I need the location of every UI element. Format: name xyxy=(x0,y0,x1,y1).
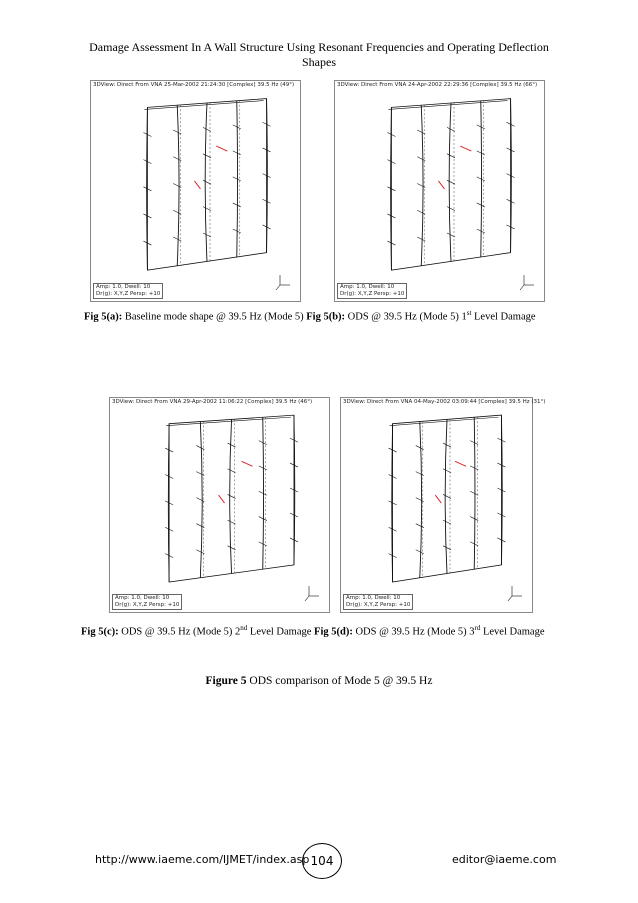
damage-marker xyxy=(455,461,466,466)
wall-structure-diagram xyxy=(335,81,544,301)
wall-frame xyxy=(169,415,294,582)
panel-5b xyxy=(334,80,545,302)
damage-marker xyxy=(219,495,225,503)
caption-a-text: Baseline mode shape @ 39.5 Hz (Mode 5) xyxy=(122,311,307,323)
caption-b-text: ODS @ 39.5 Hz (Mode 5) 1 xyxy=(345,311,467,323)
stat-amp: Amp: 1.0, Dwell: 10 xyxy=(115,595,170,601)
panel-5d xyxy=(340,397,546,613)
axis-z xyxy=(276,285,280,290)
caption-b-label: Fig 5(b): xyxy=(306,311,346,323)
header-line-1: Damage Assessment In A Wall Structure Using Resonant Frequencies and Operating Deflection xyxy=(89,40,549,54)
wall-frame xyxy=(391,99,510,271)
footer-email[interactable]: editor@iaeme.com xyxy=(452,853,557,866)
damage-marker xyxy=(435,495,441,503)
damage-marker xyxy=(242,461,253,466)
footer-url[interactable]: http://www.iaeme.com/IJMET/index.asp xyxy=(95,853,310,866)
axis-z xyxy=(520,285,524,290)
caption-d-text: ODS @ 39.5 Hz (Mode 5) 3 xyxy=(352,626,475,638)
figure-text: ODS comparison of Mode 5 @ 39.5 Hz xyxy=(246,675,433,687)
page-number: 104 xyxy=(302,843,342,879)
panel-title: 3DView: Direct From VNA 24-Apr-2002 22:29:36 [Complex] 39.5 Hz (66°) xyxy=(337,82,538,88)
damage-marker xyxy=(194,181,200,189)
damage-marker xyxy=(460,146,471,151)
damage-marker xyxy=(216,146,227,151)
axis-z xyxy=(508,596,512,601)
caption-d-label: Fig 5(d): xyxy=(314,626,353,638)
caption-d-sup: rd xyxy=(474,624,481,632)
wall-structure-diagram xyxy=(110,398,329,612)
damage-marker xyxy=(438,181,444,189)
node-tick xyxy=(259,491,267,495)
caption-c-text: ODS @ 39.5 Hz (Mode 5) 2 xyxy=(118,626,241,638)
panel-5a xyxy=(90,80,301,302)
panel-5c xyxy=(109,397,330,613)
running-header xyxy=(50,40,588,70)
wall-structure-diagram xyxy=(341,398,532,612)
stat-amp: Amp: 1.0, Dwell: 10 xyxy=(340,284,395,290)
caption-b-sup: st xyxy=(466,309,472,317)
panel-title: 3DView: Direct From VNA 25-Mar-2002 21:24:30 [Complex] 39.5 Hz (49°) xyxy=(93,82,295,88)
wall-frame xyxy=(147,99,266,271)
header-line-2: Shapes xyxy=(302,55,336,69)
panel-status xyxy=(93,283,163,299)
caption-c-label: Fig 5(c): xyxy=(81,626,119,638)
wall-structure-diagram xyxy=(91,81,300,301)
panel-title: 3DView: Direct From VNA 04-May-2002 03:09:44 [Complex] 39.5 Hz (31°) xyxy=(343,399,546,405)
panel-status xyxy=(343,594,413,610)
caption-row-1 xyxy=(84,309,536,323)
stat-dr: Dr(g): X,Y,Z Persp: +10 xyxy=(346,602,411,608)
node-tick xyxy=(470,491,478,495)
caption-c-tail: Level Damage xyxy=(247,626,315,638)
caption-a-label: Fig 5(a): xyxy=(84,311,123,323)
top-beam xyxy=(144,101,263,110)
stat-dr: Dr(g): X,Y,Z Persp: +10 xyxy=(340,291,405,297)
top-beam xyxy=(388,101,507,110)
stat-amp: Amp: 1.0, Dwell: 10 xyxy=(96,284,151,290)
panel-status xyxy=(337,283,407,299)
wall-frame xyxy=(393,415,502,582)
caption-d-tail: Level Damage xyxy=(480,626,545,638)
caption-b-tail: Level Damage xyxy=(471,311,536,323)
stat-dr: Dr(g): X,Y,Z Persp: +10 xyxy=(115,602,180,608)
figure-label: Figure 5 xyxy=(205,675,247,687)
stat-dr: Dr(g): X,Y,Z Persp: +10 xyxy=(96,291,161,297)
figure-caption xyxy=(0,675,638,687)
caption-c-sup: nd xyxy=(240,624,248,632)
axis-z xyxy=(305,596,309,601)
panel-title: 3DView: Direct From VNA 29-Apr-2002 11:06:22 [Complex] 39.5 Hz (46°) xyxy=(112,399,313,405)
top-beam xyxy=(166,417,291,426)
stat-amp: Amp: 1.0, Dwell: 10 xyxy=(346,595,401,601)
top-beam xyxy=(390,417,499,426)
panel-status xyxy=(112,594,182,610)
caption-row-2 xyxy=(81,624,545,638)
